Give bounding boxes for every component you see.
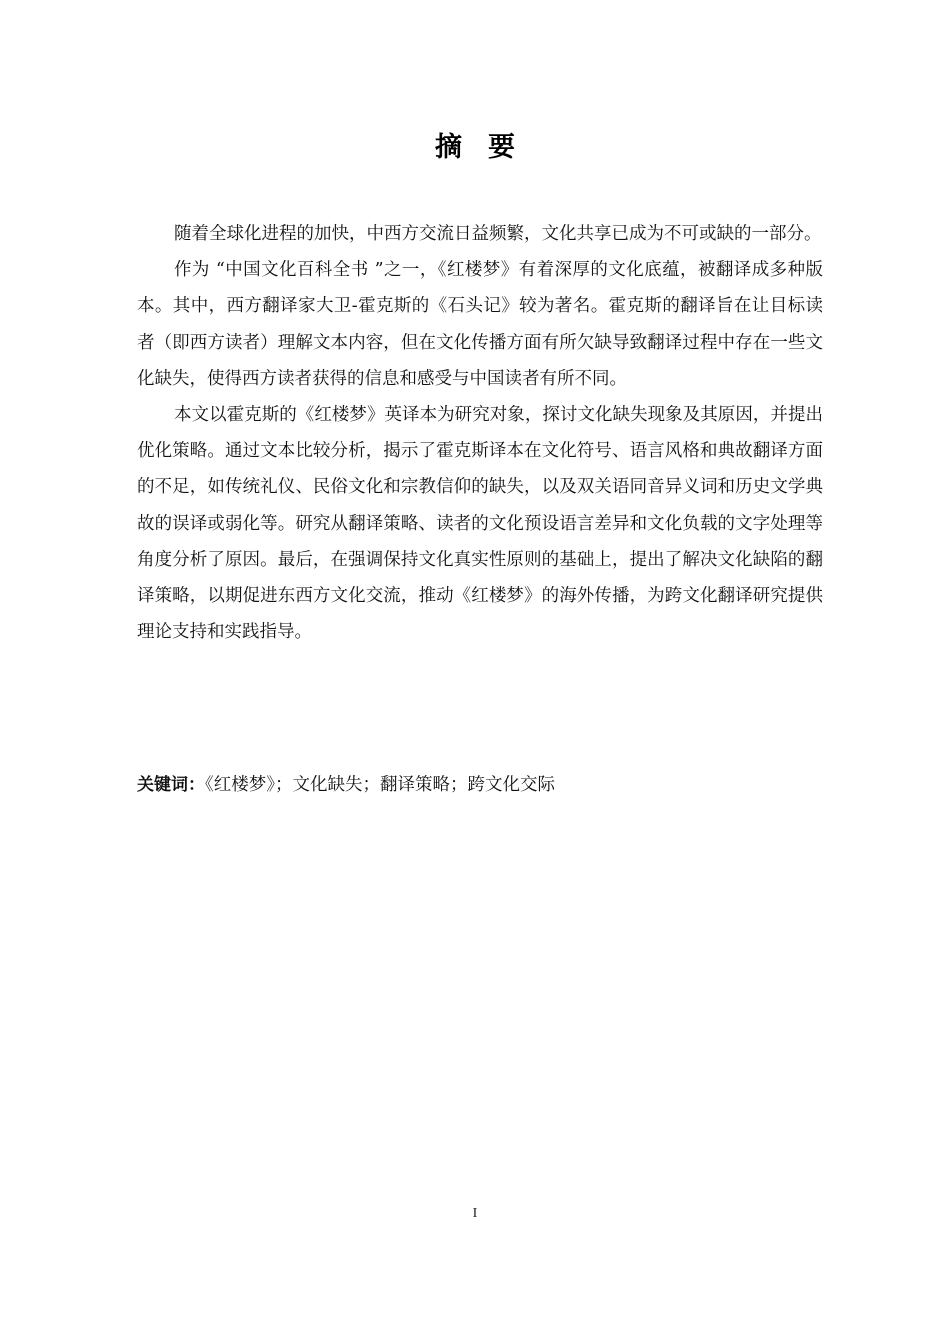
page-title: 摘要 [435,132,541,163]
abstract-body [137,216,823,650]
abstract-paragraph-2: 作为 “中国文化百科全书 ”之一，《红楼梦》有着深厚的文化底蕴，被翻译成多种版本。其中，西方翻译家大卫-霍克斯的《石头记》较为著名。霍克斯的翻译旨在让目标读者（即西方读者）理解文本内容，但在文化传播方面有所欠缺导致翻译过程中存在一些文化缺失，使得西方读者获得的信息和感受与中国读者有所不同。 [137,260,823,389]
keywords-line [137,767,823,803]
abstract-paragraph-1: 随着全球化进程的加快，中西方交流日益频繁，文化共享已成为不可或缺的一部分。 [174,224,822,244]
keywords-label: 关键词： [137,775,205,795]
abstract-paragraph-3: 本文以霍克斯的《红楼梦》英译本为研究对象，探讨文化缺失现象及其原因，并提出优化策略。通过文本比较分析，揭示了霍克斯译本在文化符号、语言风格和典故翻译方面的不足，如传统礼仪、民俗文化和宗教信仰的缺失，以及双关语同音异义词和历史文学典故的误译或弱化等。研究从翻译策略、读者的文化预设语言差异和文化负载的文字处理等角度分析了原因。最后，在强调保持文化真实性原则的基础上，提出了解决文化缺陷的翻译策略，以期促进东西方文化交流，推动《红楼梦》的海外传播，为跨文化翻译研究提供理论支持和实践指导。 [137,405,823,643]
page-number: I [472,1206,478,1221]
keywords-text: 《红楼梦》；文化缺失；翻译策略；跨文化交际 [205,775,555,795]
